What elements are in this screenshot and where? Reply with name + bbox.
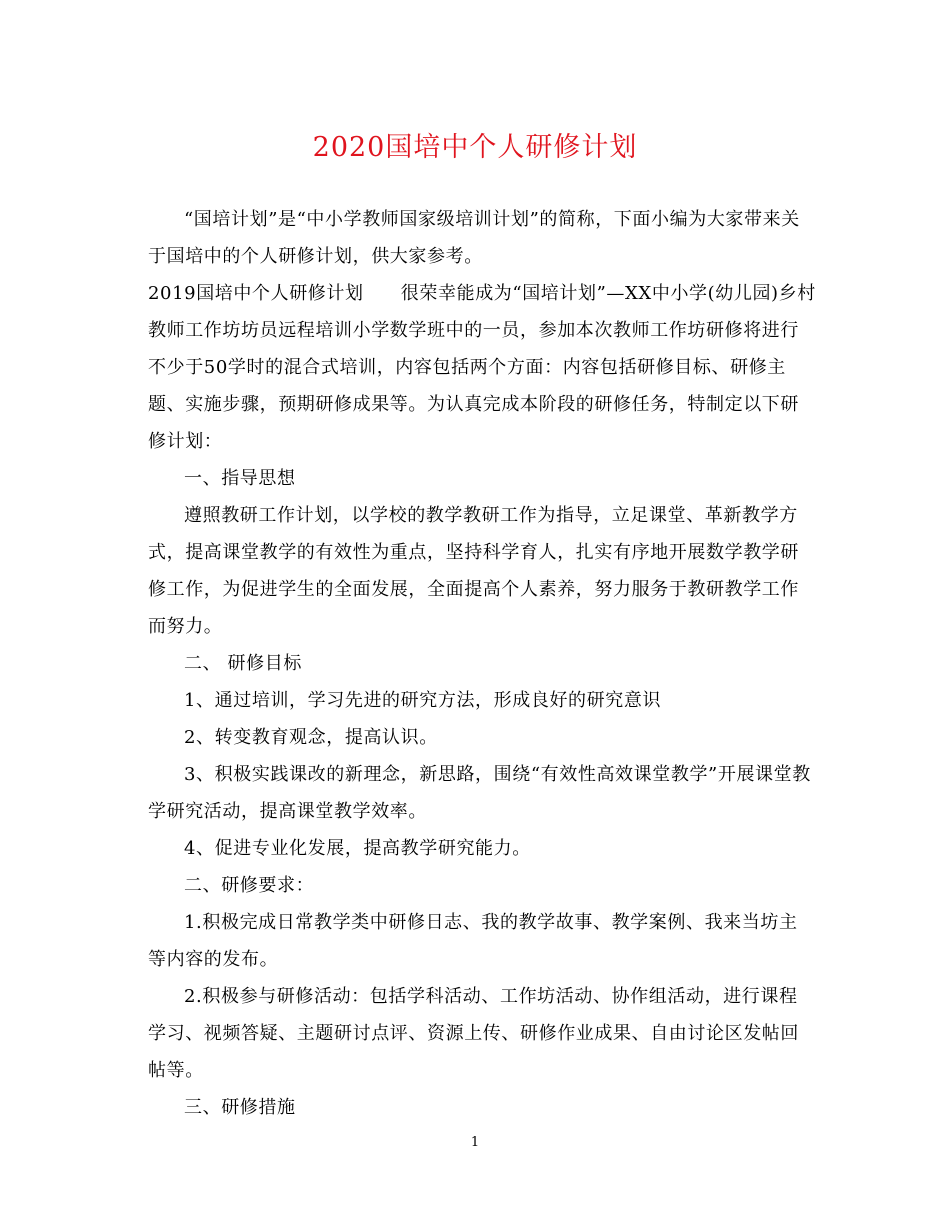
section-heading: 二、 研修目标: [184, 653, 302, 674]
paragraph-line: “国培计划”是“中小学教师国家级培训计划”的简称，下面小编为大家带来关: [184, 209, 800, 230]
section-heading: 一、指导思想: [184, 468, 296, 489]
paragraph-line: 不少于50学时的混合式培训，内容包括两个方面：内容包括研修目标、研修主: [148, 357, 786, 378]
paragraph-line: 遵照教研工作计划，以学校的教学教研工作为指导，立足课堂、革新教学方: [184, 505, 798, 526]
list-item: 2.积极参与研修活动：包括学科活动、工作坊活动、协作组活动，进行课程: [184, 986, 798, 1007]
list-item: 2、转变教育观念，提高认识。: [184, 727, 438, 748]
paragraph-line: 2019国培中个人研修计划 很荣幸能成为“国培计划”—XX中小学(幼儿园)乡村: [148, 283, 816, 304]
paragraph-line: 教师工作坊坊员远程培训小学数学班中的一员，参加本次教师工作坊研修将进行: [148, 320, 799, 341]
paragraph-line: 修工作，为促进学生的全面发展，全面提高个人素养，努力服务于教研教学工作: [148, 579, 799, 600]
page-number: 1: [470, 1135, 480, 1150]
list-item-continuation: 学研究活动，提高课堂教学效率。: [148, 801, 427, 822]
section-heading: 二、研修要求：: [184, 875, 315, 896]
list-item: 4、促进专业化发展，提高教学研究能力。: [184, 838, 531, 859]
list-item-continuation: 等内容的发布。: [148, 949, 279, 970]
paragraph-line: 而努力。: [148, 616, 223, 637]
list-item: 3、积极实践课改的新理念，新思路，围绕“有效性高效课堂教学”开展课堂教: [184, 764, 811, 785]
list-item: 1.积极完成日常教学类中研修日志、我的教学故事、教学案例、我来当坊主: [184, 912, 798, 933]
document-title: 2020国培中个人研修计划: [312, 132, 638, 163]
list-item: 1、通过培训，学习先进的研究方法，形成良好的研究意识: [184, 690, 662, 711]
section-heading: 三、研修措施: [184, 1097, 296, 1118]
list-item-continuation: 帖等。: [148, 1060, 204, 1081]
paragraph-line: 式，提高课堂教学的有效性为重点，坚持科学育人，扎实有序地开展数学教学研: [148, 542, 799, 563]
list-item-continuation: 学习、视频答疑、主题研讨点评、资源上传、研修作业成果、自由讨论区发帖回: [148, 1023, 799, 1044]
paragraph-line: 题、实施步骤，预期研修成果等。为认真完成本阶段的研修任务，特制定以下研: [148, 394, 799, 415]
paragraph-line: 修计划：: [148, 431, 223, 452]
paragraph-line: 于国培中的个人研修计划，供大家参考。: [148, 246, 483, 267]
